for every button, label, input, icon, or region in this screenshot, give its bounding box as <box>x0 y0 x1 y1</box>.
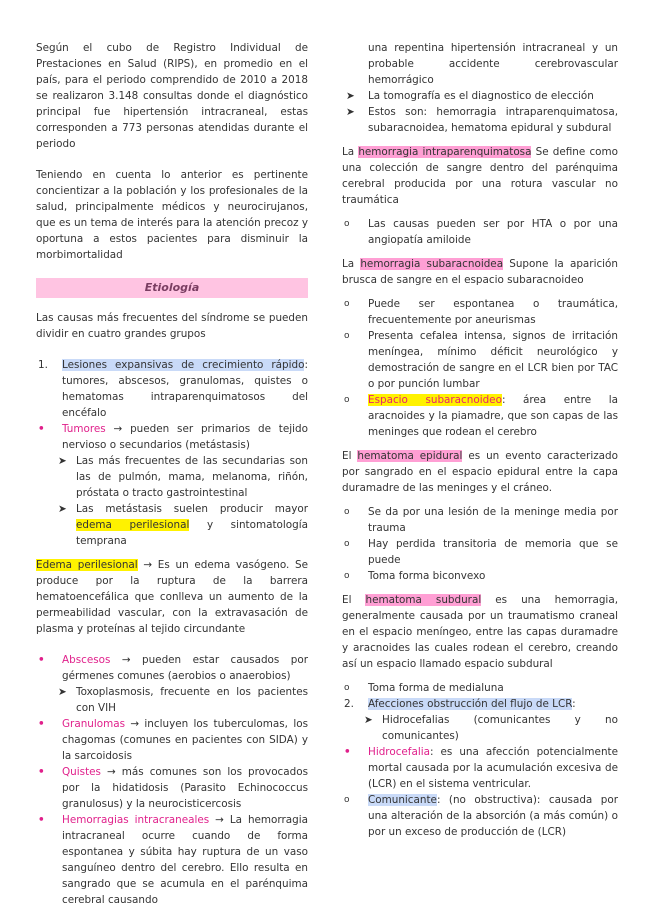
epi-b1-text: Se da por una lesión de la meninge media por trauma <box>368 506 618 534</box>
tumores-sub2-text-b: y sintomatología temprana <box>76 519 308 547</box>
list-item-hip-causas <box>342 216 618 248</box>
list-item-epi-2 <box>342 536 618 568</box>
tumores-sub1-text: Las más frecuentes de las secundarias son las de pulmón, mama, melanoma, riñón, próstata o tracto gastrointestinal <box>76 455 308 499</box>
bullet-icon: • <box>38 654 45 666</box>
circle-bullet-icon: o <box>344 683 350 693</box>
list-item-hemorragias <box>36 812 308 908</box>
list-item-abscesos-sub1 <box>36 684 308 716</box>
list-item-afecciones <box>342 696 618 712</box>
circle-bullet-icon: o <box>344 331 350 341</box>
arrow-icon: ➤ <box>58 686 67 698</box>
list-item-sub-1 <box>342 680 618 696</box>
list-item-comunicante <box>342 792 618 840</box>
edema-highlight: edema perilesional <box>76 519 190 531</box>
arrow-icon: ➤ <box>58 455 67 467</box>
circle-bullet-icon: o <box>344 795 350 805</box>
espacio-subaracnoideo-highlight: Espacio subaracnoideo <box>368 394 502 406</box>
etiologia-intro: Las causas más frecuentes del síndrome se pueden dividir en cuatro grandes grupos <box>36 312 308 340</box>
tumores-sub2-text-a: Las metástasis suelen producir mayor <box>76 503 308 515</box>
circle-bullet-icon: o <box>344 299 350 309</box>
quistes-label: Quistes <box>62 766 101 778</box>
list-item-hidrocefalias <box>342 712 618 744</box>
circle-bullet-icon: o <box>344 219 350 229</box>
bullet-icon: • <box>38 814 45 826</box>
circle-bullet-icon: o <box>344 507 350 517</box>
edema-paragraph <box>36 557 308 637</box>
bullet-icon: • <box>38 423 45 435</box>
subdural-paragraph <box>342 592 618 672</box>
list-item-tumores-sub1 <box>36 453 308 501</box>
hemorragias-text: → La hemorragia intracraneal ocurre cuando de forma espontanea y súbita hay ruptura de un vaso sanguíneo dentro del cerebro. Ello resulta en sangrado que se acumula en el parénquima cerebral causando <box>62 814 308 906</box>
epidural-paragraph <box>342 448 618 496</box>
list-item-epi-1 <box>342 504 618 536</box>
tipos-hemorragia-text: Estos son: hemorragia intraparenquimatosa, subaracnoidea, hematoma epidural y subdural <box>368 106 618 134</box>
list-item-epi-3 <box>342 568 618 584</box>
list-item-hidrocefalia <box>342 744 618 792</box>
hip-text-a: La <box>342 146 359 158</box>
subdural-highlight: hematoma subdural <box>365 594 482 606</box>
arrow-icon: ➤ <box>364 714 373 726</box>
epi-text-b: es un evento caracterizado por sangrado en el espacio epidural entre la capa duramadre de las meninges y el cráneo. <box>342 450 618 494</box>
list-item-abscesos <box>36 652 308 684</box>
afecciones-colon: : <box>572 698 576 710</box>
list-number: 2. <box>344 698 354 710</box>
list-item-quistes <box>36 764 308 812</box>
awareness-paragraph: Teniendo en cuenta lo anterior es pertinente concientizar a la población y los profesionales de la salud, principalmente médicos y neurocirujanos, que es un tema de interés para la atención precoz y oportuna a estos pacientes para disminuir la morbimortalidad <box>36 169 308 261</box>
bullet-icon: • <box>38 718 45 730</box>
etiologia-heading: Etiología <box>36 278 308 298</box>
circle-bullet-icon: o <box>344 395 350 405</box>
edema-label: Edema perilesional <box>36 559 138 571</box>
cont-text: una repentina hipertensión intracraneal y un probable accidente cerebrovascular hemorrágico <box>368 42 618 86</box>
hip-paragraph <box>342 144 618 208</box>
tumores-label: Tumores <box>62 423 106 435</box>
sub-text-a: El <box>342 594 366 606</box>
list-item-tumores <box>36 421 308 453</box>
edema-text: → Es un edema vasógeno. Se produce por la ruptura de la barrera hematoencefálica que conlleva un aumento de la permeabilidad vascular, con la extravasación de plasma y proteínas al tejido circundante <box>36 559 308 635</box>
granulomas-label: Granulomas <box>62 718 126 730</box>
list-item-hsa-3 <box>342 392 618 440</box>
lesiones-title: Lesiones expansivas de crecimiento rápido <box>62 359 305 371</box>
circle-bullet-icon: o <box>344 571 350 581</box>
hsa-highlight: hemorragia subaracnoidea <box>360 258 504 270</box>
abscesos-text: → pueden estar causados por gérmenes comunes (aerobios o anaerobios) <box>62 654 308 682</box>
hsa-paragraph <box>342 256 618 288</box>
tumores-text: → pueden ser primarios de tejido nervioso o secundarios (metástasis) <box>62 423 308 451</box>
sub-text-b: es una hemorragia, generalmente causada por un traumatismo craneal en el espacio meníngeo, entre las capas duramadre y aracnoides las cuales rodean el cerebro, creando así un espacio llamado espacio subdural <box>342 594 618 670</box>
abscesos-sub1-text: Toxoplasmosis, frecuente en los pacientes con VIH <box>76 686 308 714</box>
hip-causas-text: Las causas pueden ser por HTA o por una angiopatía amiloide <box>368 218 618 246</box>
hemorragias-label: Hemorragias intracraneales <box>62 814 210 826</box>
arrow-icon: ➤ <box>346 90 355 102</box>
hidrocefalias-text: Hidrocefalias (comunicantes y no comunicantes) <box>382 714 618 742</box>
epi-text-a: El <box>342 450 358 462</box>
tomografia-text: La tomografía es el diagnostico de elección <box>368 90 594 102</box>
left-column <box>36 40 308 908</box>
list-item-tumores-sub2 <box>36 501 308 549</box>
list-item-lesiones <box>36 357 308 421</box>
quistes-text: → más comunes son los provocados por la hidatidosis (Parasito Echinococcus granulosus) y la neurocisticercosis <box>62 766 308 810</box>
bullet-icon: • <box>38 766 45 778</box>
hidrocefalia-label: Hidrocefalia <box>368 746 430 758</box>
granulomas-text: → incluyen los tuberculomas, los chagomas (comunes en pacientes con SIDA) y la sarcoidosis <box>62 718 308 762</box>
continuation-text <box>342 40 618 88</box>
list-item-tipos-hemorragia <box>342 104 618 136</box>
right-column <box>342 40 618 840</box>
list-number: 1. <box>38 359 48 371</box>
hidrocefalia-text: : es una afección potencialmente mortal causada por la acumulación excesiva de (LCR) en el sistema ventricular. <box>368 746 618 790</box>
list-item-tomografia <box>342 88 618 104</box>
hsa-b1-text: Puede ser espontanea o traumática, frecuentemente por aneurismas <box>368 298 618 326</box>
comunicante-label: Comunicante <box>368 794 437 806</box>
hsa-b3-text: : área entre la aracnoides y la piamadre, que son capas de las meninges que rodean el cerebro <box>368 394 618 438</box>
comunicante-text: : (no obstructiva): causada por una alteración de la absorción (a más común) o por un exceso de producción de (LCR) <box>368 794 618 838</box>
abscesos-label: Abscesos <box>62 654 111 666</box>
hsa-text-b: Supone la aparición brusca de sangre en el espacio subaracnoideo <box>342 258 618 286</box>
epi-b3-text: Toma forma biconvexo <box>368 570 486 582</box>
hip-highlight: hemorragia intraparenquimatosa <box>358 146 532 158</box>
rips-paragraph: Según el cubo de Registro Individual de Prestaciones en Salud (RIPS), en promedio en el país, para el periodo comprendido de 2010 a 2018 se realizaron 3.148 consultas donde el diagnóstico principal fue hipertensión intracraneal, estas corresponden a 773 personas atendidas durante el periodo <box>36 42 308 150</box>
sub-b1-text: Toma forma de medialuna <box>368 682 504 694</box>
arrow-icon: ➤ <box>58 503 67 515</box>
arrow-icon: ➤ <box>346 106 355 118</box>
hsa-b2-text: Presenta cefalea intensa, signos de irritación meníngea, mínimo déficit neurológico y demostración de sangre en el LCR bien por TAC o por punción lumbar <box>368 330 618 390</box>
hip-text-b: Se define como una colección de sangre dentro del parénquima cerebral producida por una rotura vascular no traumática <box>342 146 618 206</box>
list-item-hsa-1 <box>342 296 618 328</box>
circle-bullet-icon: o <box>344 539 350 549</box>
epidural-highlight: hematoma epidural <box>357 450 463 462</box>
lesiones-text: : tumores, abscesos, granulomas, quistes o hematomas intraparenquimatosos del encéfalo <box>62 359 308 419</box>
hsa-text-a: La <box>342 258 361 270</box>
afecciones-title: Afecciones obstrucción del flujo de LCR <box>368 698 573 710</box>
list-item-hsa-2 <box>342 328 618 392</box>
bullet-icon: • <box>344 746 351 758</box>
list-item-granulomas <box>36 716 308 764</box>
epi-b2-text: Hay perdida transitoria de memoria que se puede <box>368 538 618 566</box>
